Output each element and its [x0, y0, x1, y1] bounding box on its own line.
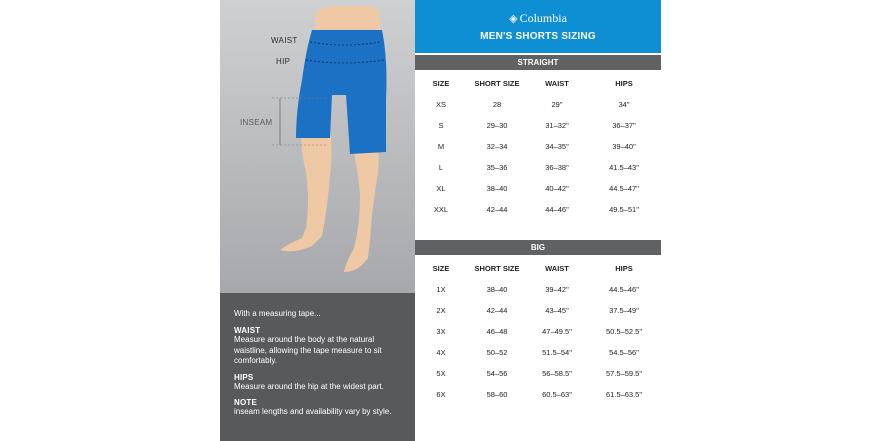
table-row — [415, 384, 661, 405]
hip-label: HIP — [276, 57, 291, 66]
col-size: SIZE — [432, 264, 450, 273]
note-text-note: inseam lengths and availability vary by style. — [234, 407, 392, 416]
cell-size: 1X — [436, 285, 446, 294]
col-waist: WAIST — [545, 79, 569, 88]
size-chart-panel — [415, 0, 661, 441]
cell-waist: 40–42" — [545, 184, 569, 193]
col-waist: WAIST — [545, 264, 569, 273]
table-row — [415, 178, 661, 199]
cell-short-size: 54–56 — [486, 369, 508, 378]
cell-waist: 29" — [551, 100, 563, 109]
cell-short-size: 35–36 — [486, 163, 508, 172]
left-leg-shape — [280, 130, 332, 251]
table-row — [415, 157, 661, 178]
cell-size: 6X — [436, 390, 446, 399]
cell-waist: 51.5–54" — [542, 348, 572, 357]
cell-short-size: 29–30 — [486, 121, 508, 130]
cell-waist: 39–42" — [545, 285, 569, 294]
cell-short-size: 42–44 — [486, 205, 508, 214]
cell-short-size: 28 — [492, 100, 502, 109]
section-big: BIG — [415, 240, 661, 255]
measuring-notes — [220, 293, 415, 441]
cell-hips: 36–37" — [612, 121, 636, 130]
note-heading-hips: HIPS — [234, 372, 254, 382]
cell-hips: 50.5–52.5" — [605, 327, 643, 336]
brand-name: Columbia — [519, 11, 567, 25]
cell-short-size: 38–40 — [486, 285, 508, 294]
note-heading-waist: WAIST — [234, 326, 261, 335]
cell-hips: 49.5–51" — [609, 205, 639, 214]
cell-size: L — [438, 163, 444, 172]
cell-size: XS — [435, 100, 446, 109]
cell-short-size: 58–60 — [486, 390, 508, 399]
table-row — [415, 115, 661, 136]
cell-short-size: 32–34 — [486, 142, 508, 151]
right-leg-shape — [344, 145, 379, 272]
table-header-row — [415, 73, 661, 94]
cell-waist: 44–46" — [545, 205, 569, 214]
inseam-label: INSEAM — [240, 118, 273, 127]
waist-label: WAIST — [271, 36, 298, 45]
note-text-waist: Measure around the body at the natural waistline, allowing the tape measure to sit comfortably. — [234, 335, 382, 365]
table-row — [415, 321, 661, 342]
chart-header — [415, 0, 661, 53]
cell-hips: 61.5–63.5" — [605, 390, 643, 399]
table-row — [415, 300, 661, 321]
col-hips: HIPS — [615, 264, 633, 273]
col-short-size: SHORT SIZE — [474, 79, 520, 88]
table-header-row — [415, 258, 661, 279]
cell-short-size: 42–44 — [486, 306, 508, 315]
cell-size: XXL — [433, 205, 449, 214]
cell-waist: 43–45" — [545, 306, 569, 315]
chart-title: MEN'S SHORTS SIZING — [480, 31, 596, 42]
cell-size: XL — [436, 184, 446, 193]
big-size-table — [415, 258, 661, 405]
straight-size-table — [415, 73, 661, 220]
cell-size: M — [437, 142, 445, 151]
cell-waist: 47–49.5" — [542, 327, 572, 336]
cell-hips: 44.5–46" — [609, 285, 639, 294]
cell-hips: 41.5–43" — [609, 163, 639, 172]
cell-waist: 31–32" — [545, 121, 569, 130]
left-panel — [220, 0, 415, 441]
shorts-shape — [296, 30, 387, 154]
cell-size: S — [438, 121, 444, 130]
cell-short-size: 46–48 — [486, 327, 508, 336]
columbia-diamond-icon: ◈ — [509, 13, 518, 25]
table-row — [415, 199, 661, 220]
cell-hips: 37.5–49" — [609, 306, 639, 315]
notes-intro: With a measuring tape... — [234, 309, 321, 318]
cell-short-size: 50–52 — [486, 348, 508, 357]
col-hips: HIPS — [615, 79, 633, 88]
table-row — [415, 342, 661, 363]
note-text-hips: Measure around the hip at the widest part. — [234, 381, 384, 391]
cell-hips: 34" — [618, 100, 630, 109]
section-straight: STRAIGHT — [415, 55, 661, 70]
table-row — [415, 136, 661, 157]
cell-waist: 36–38" — [545, 163, 569, 172]
col-short-size: SHORT SIZE — [474, 264, 520, 273]
cell-waist: 60.5–63" — [542, 390, 572, 399]
note-heading-note: NOTE — [234, 398, 258, 407]
col-size: SIZE — [432, 79, 450, 88]
shorts-model-illustration — [220, 0, 415, 293]
cell-waist: 56–58.5" — [542, 369, 572, 378]
cell-hips: 39–40" — [612, 142, 636, 151]
cell-size: 3X — [436, 327, 446, 336]
cell-hips: 57.5–59.5" — [605, 369, 643, 378]
cell-hips: 54.5–56" — [609, 348, 639, 357]
cell-size: 5X — [436, 369, 446, 378]
table-row — [415, 94, 661, 115]
sizing-figure — [220, 0, 415, 293]
cell-waist: 34–35" — [545, 142, 569, 151]
table-row — [415, 279, 661, 300]
cell-size: 4X — [436, 348, 446, 357]
cell-size: 2X — [436, 306, 446, 315]
table-row — [415, 363, 661, 384]
torso-shape — [315, 6, 380, 32]
cell-short-size: 38–40 — [486, 184, 508, 193]
cell-hips: 44.5–47" — [609, 184, 639, 193]
brand-logo — [415, 11, 661, 26]
